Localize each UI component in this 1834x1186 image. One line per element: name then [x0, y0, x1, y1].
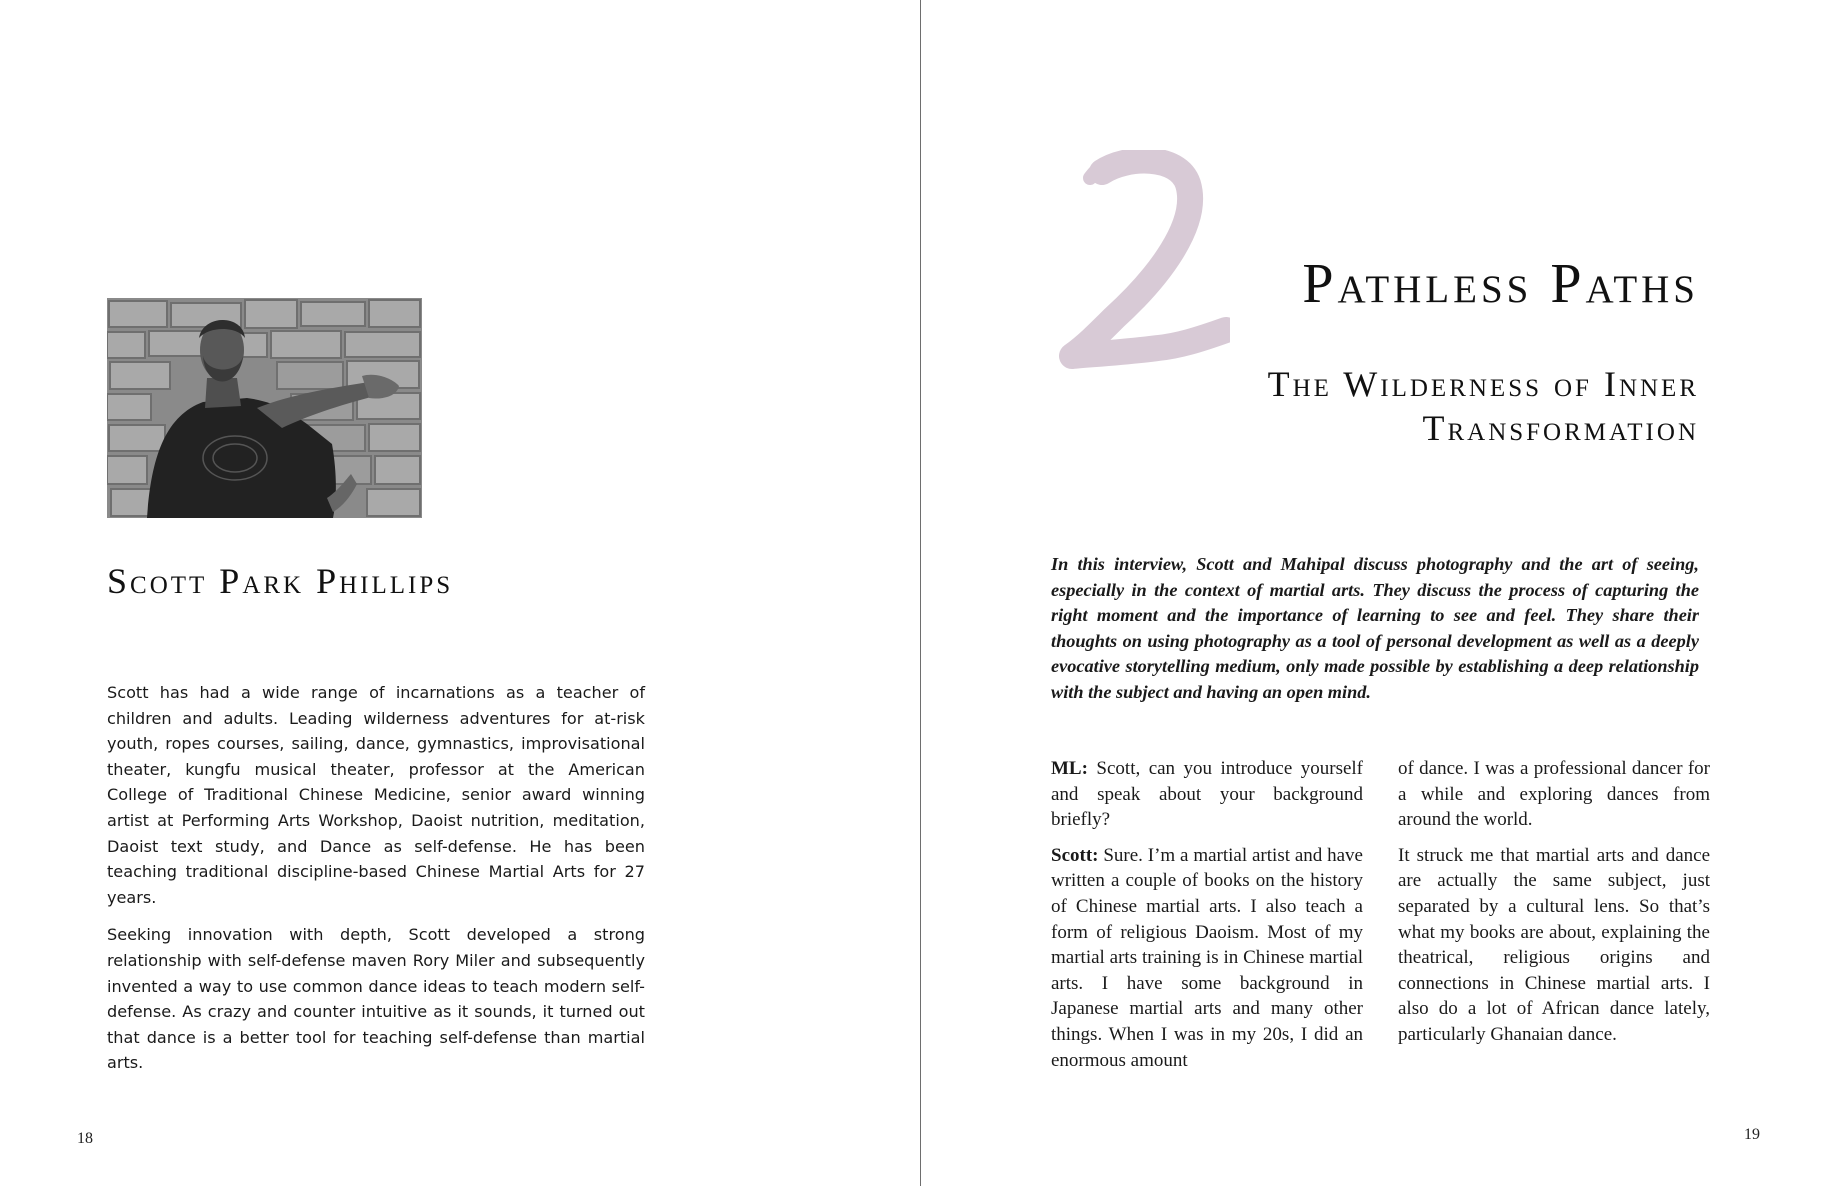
page-number-right: 19 [1744, 1126, 1760, 1143]
interview-text: Scott, can you introduce yourself and speak about your background briefly? [1051, 758, 1363, 831]
interview-text: Sure. I’m a martial artist and have written a couple of books on the history of Chinese martial arts. I also teach a form of religious Daoism. Most of my martial arts training is in Chinese martial arts. I have some background in Japanese martial arts and many other things. When I was in my 20s, I did an enormous amount [1051, 844, 1363, 1071]
interview-paragraph: It struck me that martial arts and dance are actually the same subject, just separated by a cultural lens. So that’s what my books are about, explaining the theatrical, religious origins and connections in Chinese martial arts. I also do a lot of African dance lately, particularly Ghanaian dance. [1398, 844, 1710, 1045]
speaker-label: Scott: [1051, 844, 1099, 866]
interview-paragraph [1051, 843, 1363, 1073]
chapter-title: Pathless Paths [1302, 253, 1699, 315]
speaker-label: ML: [1051, 758, 1088, 779]
author-bio [107, 680, 645, 1088]
chapter-subtitle: The Wilderness of Inner Transformation [1267, 364, 1699, 448]
interview-paragraph [1051, 756, 1363, 833]
bio-paragraph: Scott has had a wide range of incarnations as a teacher of children and adults. Leading wilderness adventures for at-risk youth, ropes courses, sailing, dance, gymnastics, improvisational theater, kungfu musical theater, professor at the American College of Traditional Chinese Medicine, senior award winning artist at Performing Arts Workshop, Daoist nutrition, meditation, Daoist text study, and Dance as self-defense. He has been teaching traditional discipline-based Chinese Martial Arts for 27 years. [107, 683, 645, 907]
author-photo [107, 298, 422, 518]
interview-column-2 [1398, 756, 1710, 1058]
page-number-left: 18 [77, 1130, 93, 1147]
chapter-intro: In this interview, Scott and Mahipal discuss photography and the art of seeing, especially in the context of martial arts. They discuss the process of capturing the right moment and the importance of learning to see and feel. They share their thoughts on using photography as a tool of personal development as well as a deeply evocative storytelling medium, only made possible by establishing a deep relationship with the subject and having an open mind. [1051, 554, 1699, 702]
interview-paragraph: of dance. I was a professional dancer for a while and exploring dances from around the world. [1398, 758, 1710, 831]
chapter-number: 2 [1129, 270, 1131, 271]
interview-column-1 [1051, 756, 1363, 1083]
chapter-number-glyph [1030, 150, 1230, 380]
author-name: Scott Park Phillips [107, 561, 454, 601]
bio-paragraph: Seeking innovation with depth, Scott developed a strong relationship with self-defense maven Rory Miler and subsequently invented a way to use common dance ideas to teach modern self-defense. As crazy and counter intuitive as it sounds, it turned out that dance is a better tool for teaching self-defense than martial arts. [107, 925, 645, 1073]
